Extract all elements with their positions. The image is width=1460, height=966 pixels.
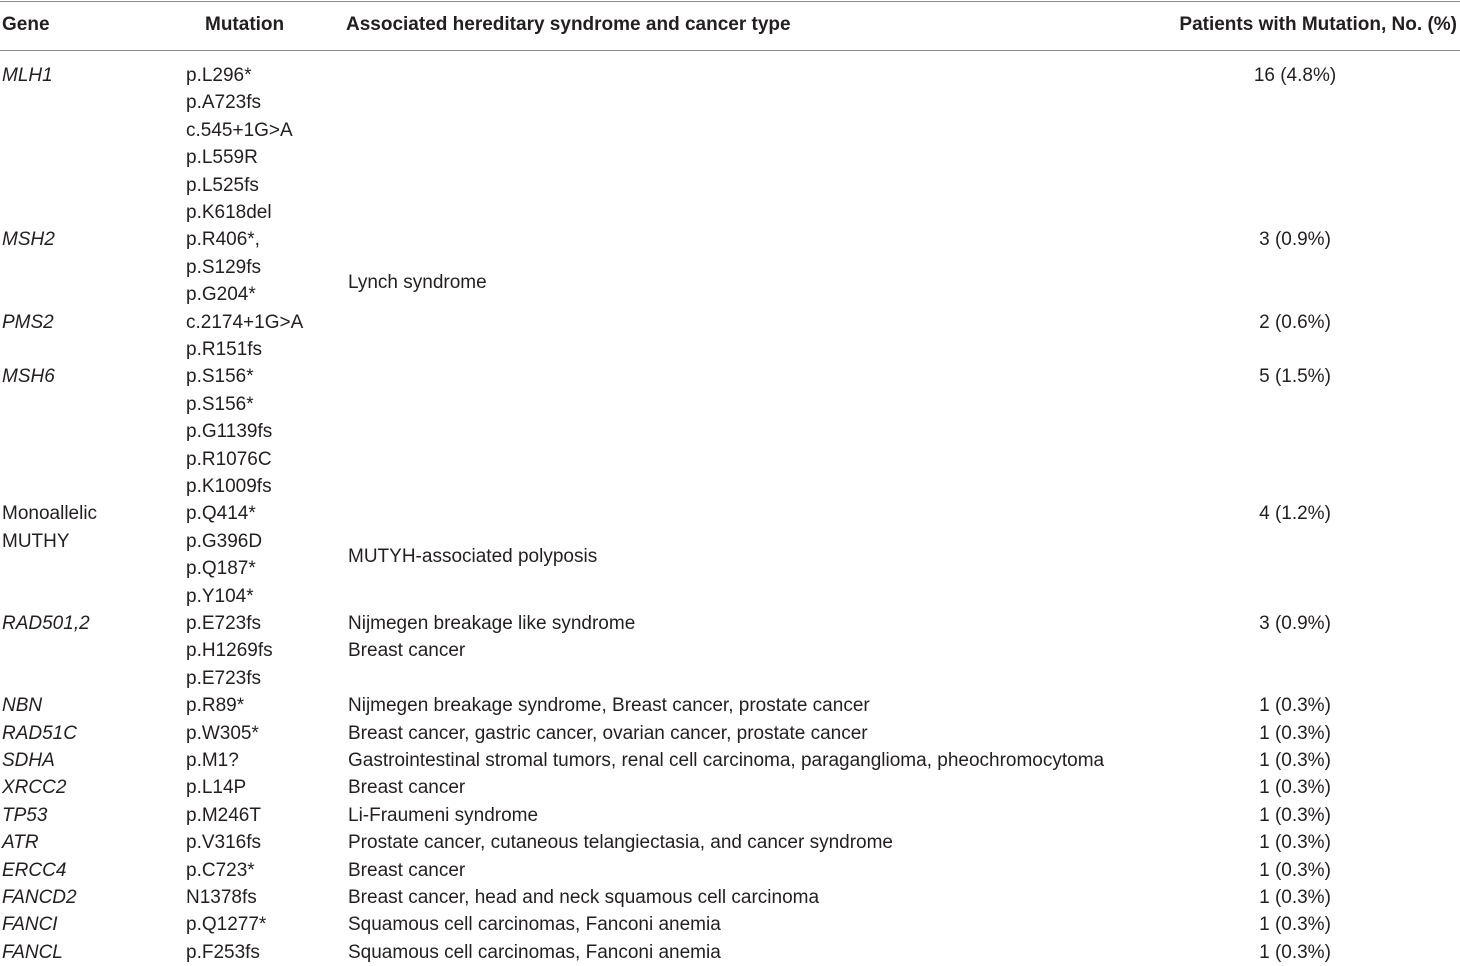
patients-cell: 1 (0.3%) xyxy=(1259,941,1331,963)
mutation-cell xyxy=(186,857,255,884)
mutation-value: p.K1009fs xyxy=(186,476,272,498)
patients-cell: 16 (4.8%) xyxy=(1253,65,1337,86)
patients-cell: 3 (0.9%) xyxy=(1259,613,1331,634)
syndrome-lynch: Lynch syndrome xyxy=(348,272,487,293)
syndrome-value: Nijmegen breakage like syndrome xyxy=(348,613,636,634)
gene-cell xyxy=(2,226,55,253)
patients-cell: 4 (1.2%) xyxy=(1259,503,1331,525)
mutation-value: p.A723fs xyxy=(186,92,261,114)
patients-cell: 1 (0.3%) xyxy=(1259,887,1331,908)
gene-name: RAD51C xyxy=(2,722,77,744)
mutation-value: p.G396D xyxy=(186,530,263,552)
mutation-value: p.L14P xyxy=(186,777,247,799)
syndrome-cell xyxy=(348,774,465,801)
gene-name: NBN xyxy=(2,695,43,717)
gene-cell xyxy=(2,747,55,774)
gene-name: FANCL xyxy=(2,941,63,963)
header-patients: Patients with Mutation, No. (%) xyxy=(1179,14,1457,35)
gene-cell xyxy=(2,802,47,829)
mutation-value: p.H1269fs xyxy=(186,640,273,662)
mutation-cell xyxy=(186,363,272,500)
mutation-value: N1378fs xyxy=(186,887,257,908)
mutation-value: p.R1076C xyxy=(186,448,272,470)
gene-cell xyxy=(2,309,54,336)
mutation-cell xyxy=(186,62,293,226)
mutation-value: p.W305* xyxy=(186,722,259,744)
mutation-cell xyxy=(186,720,259,747)
gene-name: ERCC4 xyxy=(2,859,67,881)
header-mutation: Mutation xyxy=(205,14,285,35)
header-syndrome: Associated hereditary syndrome and cancer type xyxy=(346,14,791,35)
syndrome-mutyh: MUTYH-associated polyposis xyxy=(348,546,598,567)
gene-name: ATR xyxy=(2,832,39,854)
gene-cell xyxy=(2,720,77,747)
patients-cell: 3 (0.9%) xyxy=(1259,229,1331,251)
mutation-cell xyxy=(186,829,261,856)
syndrome-value: Breast cancer xyxy=(348,777,466,799)
syndrome-value: Prostate cancer, cutaneous telangiectasia, and cancer syndrome xyxy=(348,832,893,854)
gene-name: TP53 xyxy=(2,804,48,826)
gene-name: PMS2 xyxy=(2,311,54,333)
gene-cell xyxy=(2,610,90,637)
gene-name: MLH1 xyxy=(2,65,53,86)
gene-name: Monoallelic xyxy=(2,503,98,525)
patients-cell: 2 (0.6%) xyxy=(1259,311,1331,333)
mutation-cell xyxy=(186,911,266,938)
gene-cell xyxy=(2,857,66,884)
mutation-cell xyxy=(186,500,262,610)
mutation-value: p.S129fs xyxy=(186,256,261,278)
gene-name: FANCD2 xyxy=(2,887,77,908)
mutation-cell xyxy=(186,309,303,364)
header-rule xyxy=(0,50,1460,51)
patients-cell: 1 (0.3%) xyxy=(1259,804,1331,826)
gene-name: SDHA xyxy=(2,750,55,771)
syndrome-cell xyxy=(348,692,870,719)
mutation-cell xyxy=(186,802,261,829)
gene-name-line2: MUTHY xyxy=(2,530,70,552)
patients-cell: 1 (0.3%) xyxy=(1259,859,1331,881)
mutation-value: p.F253fs xyxy=(186,941,260,963)
syndrome-value: Li-Fraumeni syndrome xyxy=(348,804,539,826)
mutation-value: p.L559R xyxy=(186,147,258,169)
mutation-value: p.G204* xyxy=(186,284,256,306)
patients-cell: 1 (0.3%) xyxy=(1259,750,1331,771)
header-gene: Gene xyxy=(2,14,50,35)
mutation-value: p.E723fs xyxy=(186,613,261,634)
patients-cell: 1 (0.3%) xyxy=(1259,777,1331,799)
gene-cell xyxy=(2,774,66,801)
syndrome-value: Nijmegen breakage syndrome, Breast cancer, prostate cancer xyxy=(348,695,870,717)
mutation-value: p.R89* xyxy=(186,695,245,717)
patients-cell: 1 (0.3%) xyxy=(1259,832,1331,854)
syndrome-value: Breast cancer xyxy=(348,640,466,662)
mutation-value: p.Q1277* xyxy=(186,914,267,936)
mutation-value: p.R151fs xyxy=(186,339,263,360)
syndrome-value: Squamous cell carcinomas, Fanconi anemia xyxy=(348,941,721,963)
mutation-cell xyxy=(186,610,273,692)
gene-name: MSH6 xyxy=(2,366,55,388)
syndrome-cell xyxy=(348,802,538,829)
syndrome-cell xyxy=(348,911,721,938)
patients-cell: 1 (0.3%) xyxy=(1259,914,1331,936)
mutation-cell xyxy=(186,884,257,911)
mutation-value: p.Y104* xyxy=(186,585,254,607)
mutation-value: p.L296* xyxy=(186,65,252,86)
syndrome-cell xyxy=(348,857,465,884)
gene-cell xyxy=(2,939,63,966)
mutation-value: p.S156* xyxy=(186,393,254,415)
syndrome-value: Gastrointestinal stromal tumors, renal cell carcinoma, paraganglioma, pheochromocytoma xyxy=(348,750,1105,771)
mutation-value: p.M1? xyxy=(186,750,239,771)
gene-cell xyxy=(2,363,55,390)
mutation-value: p.M246T xyxy=(186,804,261,826)
patients-cell: 5 (1.5%) xyxy=(1259,366,1331,388)
top-rule xyxy=(0,1,1460,2)
syndrome-cell xyxy=(348,939,721,966)
mutation-cell xyxy=(186,226,261,308)
gene-cell xyxy=(2,62,53,89)
mutation-cell xyxy=(186,939,260,966)
syndrome-cell xyxy=(348,747,1104,774)
mutation-value: p.Q187* xyxy=(186,558,256,580)
syndrome-value: Breast cancer, gastric cancer, ovarian cancer, prostate cancer xyxy=(348,722,868,744)
gene-cell xyxy=(2,829,39,856)
gene-cell xyxy=(2,500,97,555)
patients-cell: 1 (0.3%) xyxy=(1259,695,1331,717)
gene-cell xyxy=(2,692,42,719)
mutation-value: c.545+1G>A xyxy=(186,119,293,141)
patients-cell: 1 (0.3%) xyxy=(1259,722,1331,744)
mutation-cell xyxy=(186,774,246,801)
mutation-value: p.Q414* xyxy=(186,503,256,525)
syndrome-cell xyxy=(348,829,893,856)
mutation-value: p.K618del xyxy=(186,202,272,224)
mutation-value: p.C723* xyxy=(186,859,255,881)
gene-cell xyxy=(2,884,77,911)
mutation-value: c.2174+1G>A xyxy=(186,311,304,333)
gene-cell xyxy=(2,911,58,938)
gene-name: FANCI xyxy=(2,914,58,936)
mutation-value: p.L525fs xyxy=(186,174,259,196)
syndrome-cell xyxy=(348,610,635,665)
mutation-value: p.G1139fs xyxy=(186,421,273,443)
syndrome-cell xyxy=(348,884,819,911)
syndrome-value: Breast cancer, head and neck squamous cell carcinoma xyxy=(348,887,820,908)
syndrome-value: Breast cancer xyxy=(348,859,466,881)
mutation-value: p.R406*, xyxy=(186,229,260,251)
gene-name: RAD501,2 xyxy=(2,613,90,634)
mutation-value: p.E723fs xyxy=(186,667,261,689)
syndrome-value: Squamous cell carcinomas, Fanconi anemia xyxy=(348,914,721,936)
mutation-cell xyxy=(186,747,239,774)
mutation-value: p.V316fs xyxy=(186,832,261,854)
syndrome-cell xyxy=(348,720,868,747)
gene-name: MSH2 xyxy=(2,229,55,251)
gene-name: XRCC2 xyxy=(2,777,67,799)
mutation-cell xyxy=(186,692,244,719)
mutation-value: p.S156* xyxy=(186,366,254,388)
